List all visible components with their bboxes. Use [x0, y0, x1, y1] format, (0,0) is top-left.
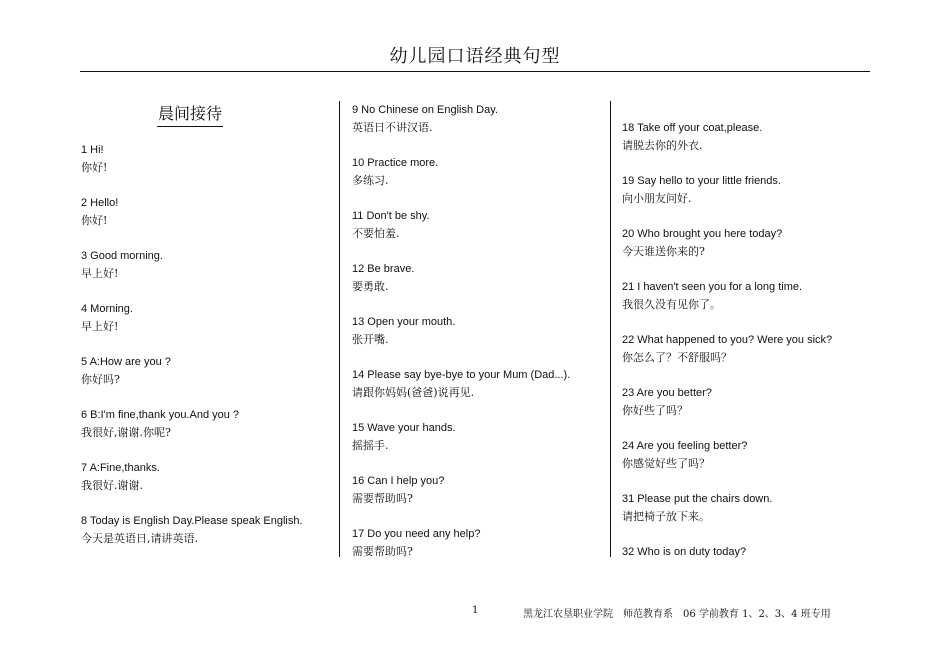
phrase-chinese: 今天谁送你来的? [622, 245, 705, 258]
phrase-english: 32 Who is on duty today? [622, 546, 747, 558]
column-2 [352, 101, 617, 578]
phrase-entry [622, 225, 887, 278]
phrase-chinese: 我很好.谢谢. [81, 479, 143, 492]
title-rule [80, 71, 870, 72]
phrase-entry [352, 419, 617, 472]
phrase-entry [622, 119, 887, 172]
phrase-entry [352, 260, 617, 313]
phrase-entry [352, 525, 617, 578]
phrase-chinese: 请把椅子放下来。 [622, 510, 710, 523]
phrase-entry [622, 543, 887, 596]
phrase-entry [81, 459, 346, 512]
phrase-chinese: 你好些了吗？ [622, 404, 688, 417]
phrase-english: 12 Be brave. [352, 263, 415, 275]
phrase-entry [352, 101, 617, 154]
footer-text: 黑龙江农垦职业学院 师范教育系 06 学前教育 1、2、3、4 班专用 [523, 609, 831, 620]
phrase-entry [81, 300, 346, 353]
phrase-english: 10 Practice more. [352, 157, 439, 169]
phrase-chinese: 我很好,谢谢.你呢? [81, 426, 171, 439]
phrase-english: 8 Today is English Day.Please speak English. [81, 515, 303, 527]
phrase-entry [622, 331, 887, 384]
phrase-english: 11 Don't be shy. [352, 210, 430, 222]
phrase-entry [622, 278, 887, 331]
phrase-entry [352, 366, 617, 419]
phrase-english: 6 B:I'm fine,thank you.And you ? [81, 409, 240, 421]
phrase-english: 19 Say hello to your little friends. [622, 175, 781, 187]
phrase-entry [81, 141, 346, 194]
column-3 [622, 119, 887, 596]
phrase-entry [622, 384, 887, 437]
phrase-entry [622, 172, 887, 225]
phrase-chinese: 你好! [81, 214, 108, 227]
phrase-chinese: 你好吗? [81, 373, 120, 386]
phrase-english: 23 Are you better? [622, 387, 712, 399]
phrase-english: 22 What happened to you? Were you sick? [622, 334, 833, 346]
phrase-chinese: 你感觉好些了吗？ [622, 457, 710, 470]
phrase-english: 7 A:Fine,thanks. [81, 462, 160, 474]
phrase-chinese: 英语日不讲汉语. [352, 121, 433, 134]
phrase-chinese: 我很久没有见你了。 [622, 298, 721, 311]
phrase-chinese: 早上好! [81, 320, 119, 333]
phrase-entry [352, 207, 617, 260]
phrase-english: 5 A:How are you ? [81, 356, 171, 368]
phrase-chinese: 摇摇手. [352, 439, 389, 452]
phrase-chinese: 向小朋友问好. [622, 192, 692, 205]
phrase-english: 21 I haven't seen you for a long time. [622, 281, 803, 293]
phrase-entry [81, 512, 346, 565]
phrase-english: 18 Take off your coat,please. [622, 122, 763, 134]
phrase-english: 16 Can I help you? [352, 475, 445, 487]
phrase-chinese: 多练习. [352, 174, 389, 187]
phrase-english: 3 Good morning. [81, 250, 163, 262]
phrase-english: 31 Please put the chairs down. [622, 493, 773, 505]
phrase-chinese: 你怎么了？不舒服吗？ [622, 351, 732, 364]
phrase-entry [81, 247, 346, 300]
phrase-entry [352, 154, 617, 207]
phrase-english: 2 Hello! [81, 197, 119, 209]
phrase-english: 13 Open your mouth. [352, 316, 456, 328]
phrase-english: 9 No Chinese on English Day. [352, 104, 498, 116]
phrase-chinese: 今天是英语日,请讲英语. [81, 532, 198, 545]
phrase-english: 15 Wave your hands. [352, 422, 456, 434]
phrase-chinese: 你好! [81, 161, 108, 174]
phrase-chinese: 需要帮助吗? [352, 545, 413, 558]
phrase-entry [622, 437, 887, 490]
phrase-chinese: 早上好! [81, 267, 119, 280]
phrase-english: 20 Who brought you here today? [622, 228, 783, 240]
phrase-english: 1 Hi! [81, 144, 104, 156]
phrase-chinese: 需要帮助吗? [352, 492, 413, 505]
phrase-entry [81, 194, 346, 247]
phrase-chinese: 不要怕羞. [352, 227, 400, 240]
phrase-entry [352, 313, 617, 366]
phrase-entry [352, 472, 617, 525]
phrase-entry [622, 490, 887, 543]
page-title: 幼儿园口语经典句型 [389, 46, 561, 67]
phrase-english: 14 Please say bye-bye to your Mum (Dad...). [352, 369, 571, 381]
phrase-entry [81, 353, 346, 406]
column-1 [81, 101, 346, 565]
phrase-chinese: 要勇敢. [352, 280, 389, 293]
phrase-english: 17 Do you need any help? [352, 528, 481, 540]
phrase-entry [81, 406, 346, 459]
section-heading: 晨间接待 [157, 103, 223, 127]
footer-page-number: 1 [472, 605, 479, 616]
phrase-chinese: 请脱去你的外衣. [622, 139, 703, 152]
phrase-chinese: 张开嘴. [352, 333, 389, 346]
phrase-english: 4 Morning. [81, 303, 133, 315]
phrase-chinese: 请跟你妈妈(爸爸)说再见. [352, 386, 475, 399]
phrase-english: 24 Are you feeling better? [622, 440, 748, 452]
